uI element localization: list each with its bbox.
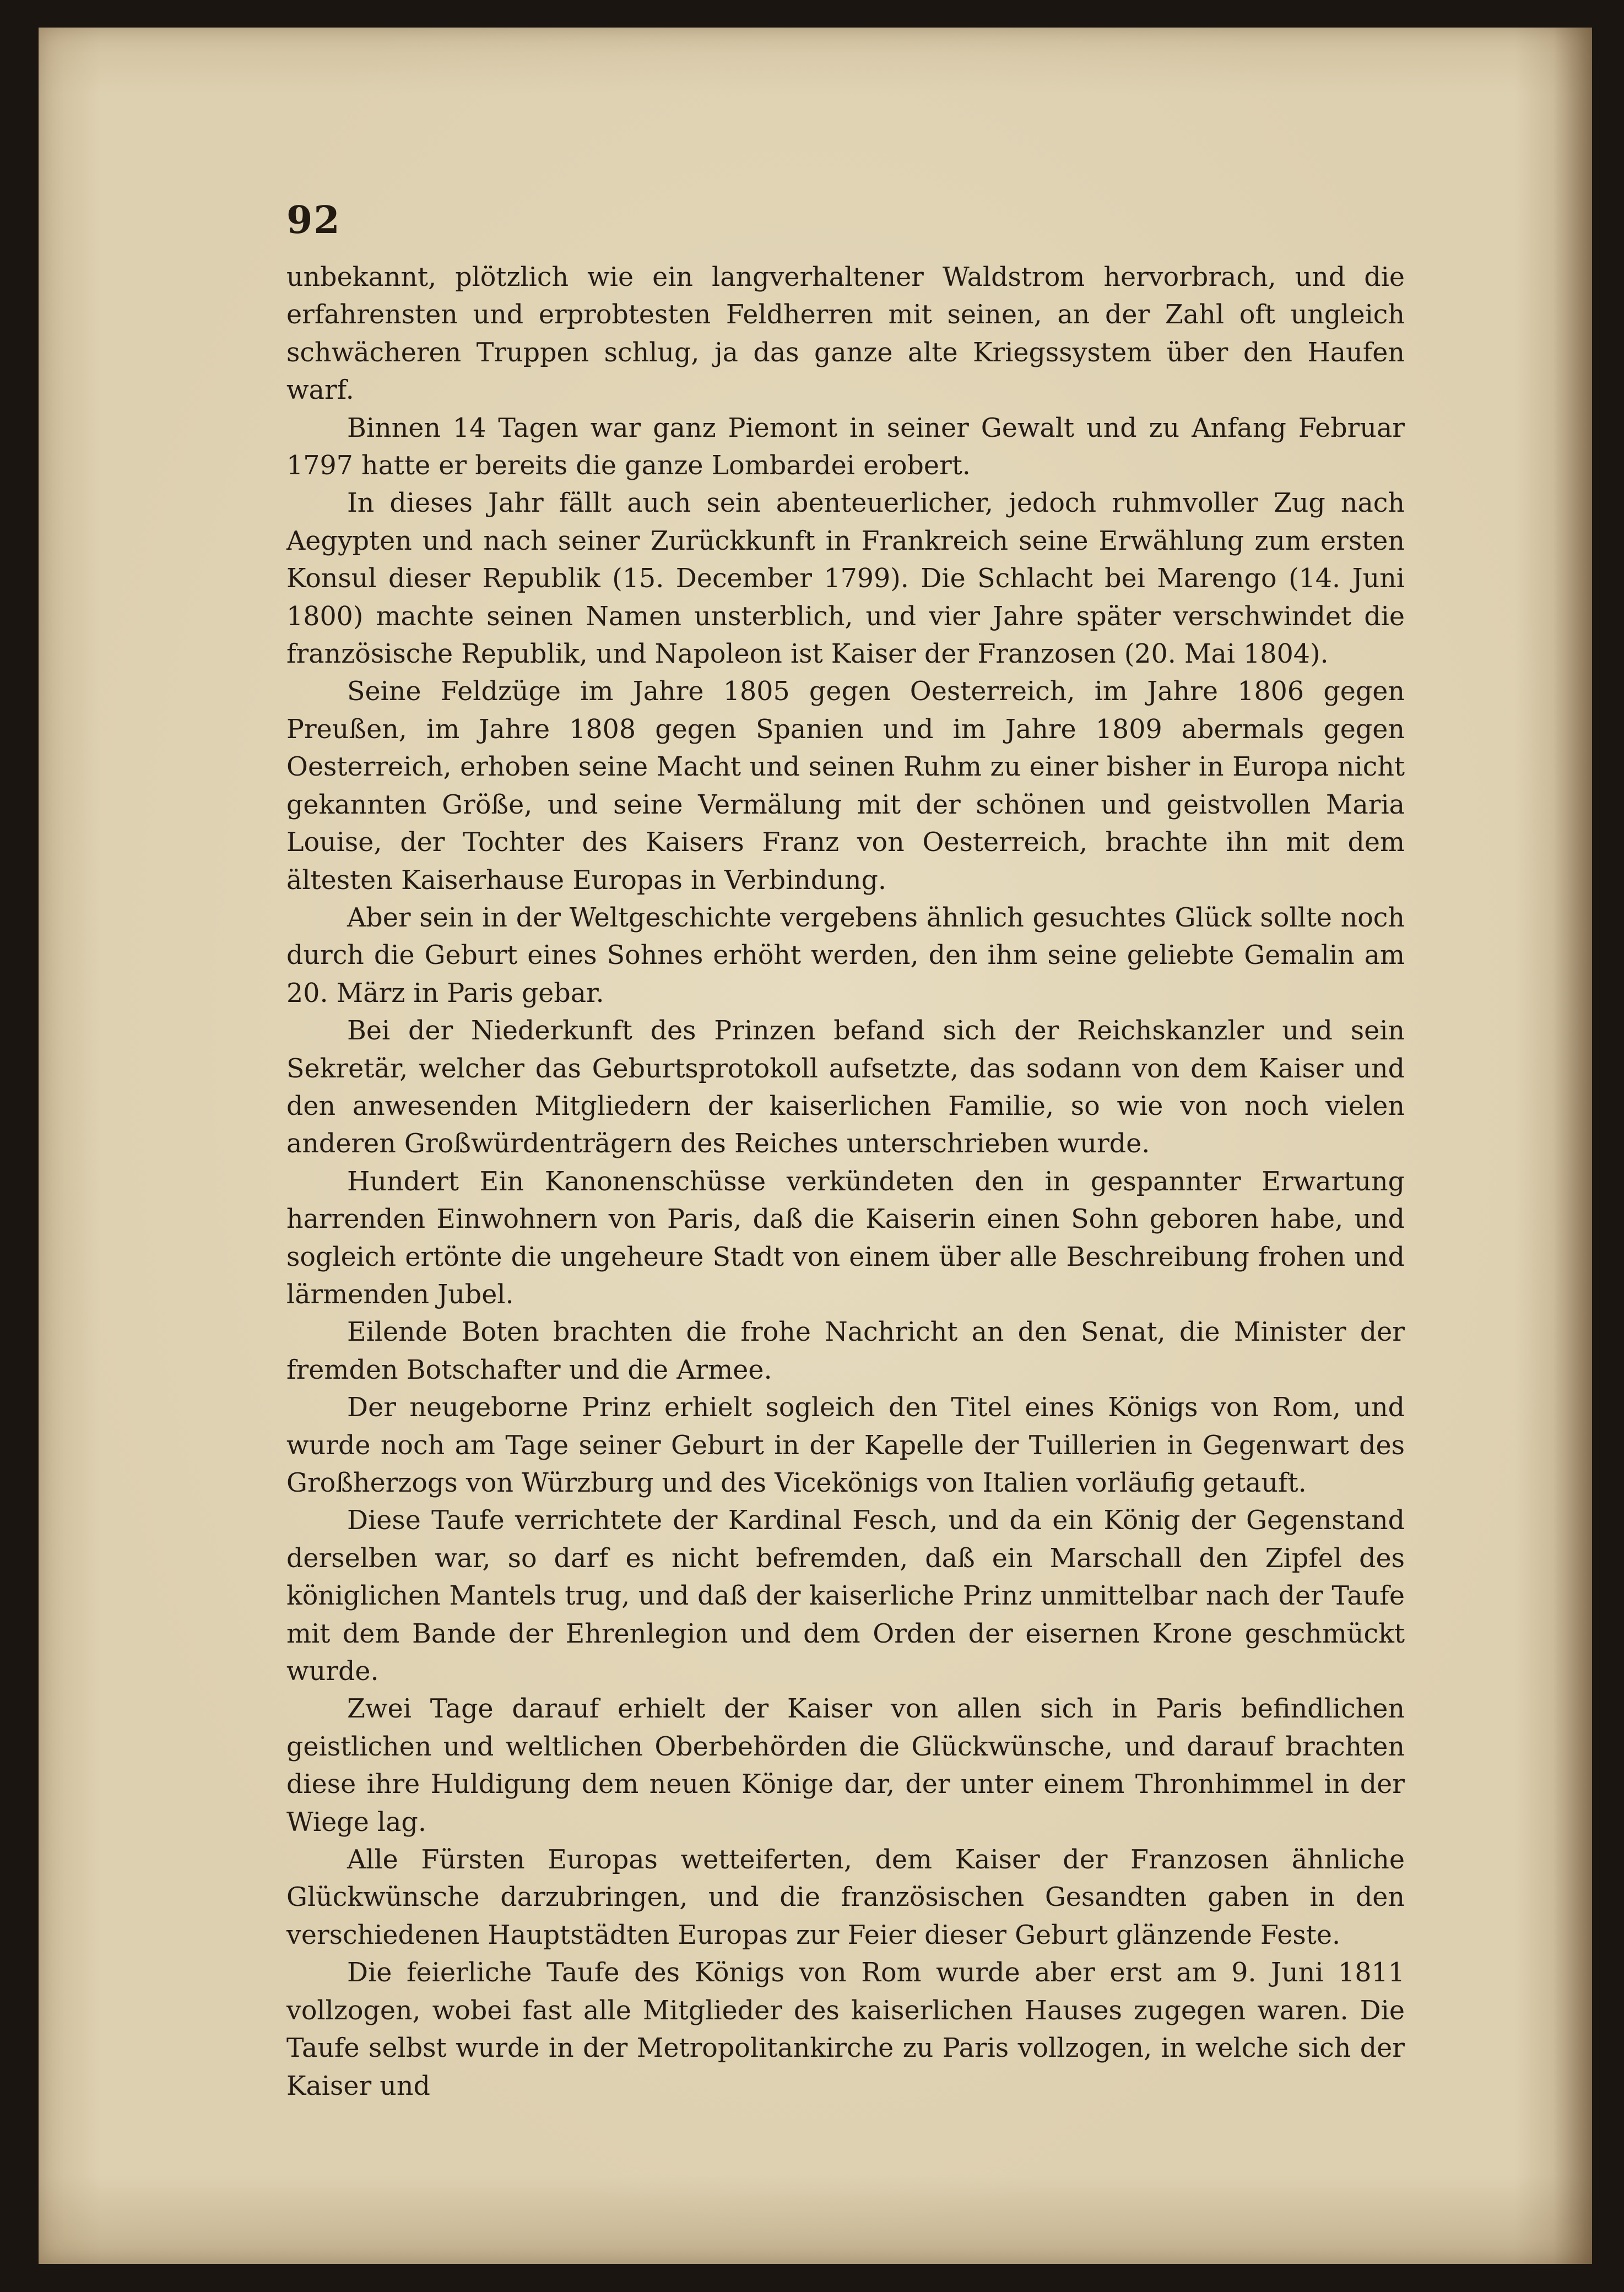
paragraph: Eilende Boten brachten die frohe Nachricht an den Senat, die Minister der fremden Botschafter und die Armee. (286, 1317, 1405, 1385)
paragraph: Hundert Ein Kanonenschüsse verkündeten den in gespannter Erwartung harrenden Einwohnern von Paris, daß die Kaiserin einen Sohn geboren habe, und sogleich ertönte die ungeheure Stadt von einem über alle Beschreibung frohen und lärmenden Jubel. (286, 1166, 1405, 1310)
paragraph: Diese Taufe verrichtete der Kardinal Fesch, und da ein König der Gegenstand derselben war, so darf es nicht befremden, daß ein Marschall den Zipfel des königlichen Mantels trug, und daß der kaiserliche Prinz unmittelbar nach der Taufe mit dem Bande der Ehrenlegion und dem Orden der eisernen Krone geschmückt wurde. (286, 1505, 1405, 1687)
paragraph: Zwei Tage darauf erhielt der Kaiser von allen sich in Paris befindlichen geistlichen und weltlichen Oberbehörden die Glückwünsche, und darauf brachten diese ihre Huldigung dem neuen Könige dar, der unter einem Thronhimmel in der Wiege lag. (286, 1694, 1405, 1838)
paragraph: Die feierliche Taufe des Königs von Rom wurde aber erst am 9. Juni 1811 vollzogen, wobei fast alle Mitglieder des kaiserlichen Hauses zugegen waren. Die Taufe selbst wurde in der Metropolitankirche zu Paris vollzogen, in welche sich der Kaiser und (286, 1958, 1405, 2101)
page-spine-shadow (1553, 28, 1592, 2264)
paragraph: Aber sein in der Weltgeschichte vergebens ähnlich gesuchtes Glück sollte noch durch die Geburt eines Sohnes erhöht werden, den ihm seine geliebte Gemalin am 20. März in Paris gebar. (286, 902, 1405, 1009)
book-page (39, 28, 1592, 2264)
page-number: 92 (286, 198, 341, 242)
paragraph: Bei der Niederkunft des Prinzen befand sich der Reichskanzler und sein Sekretär, welcher das Geburtsprotokoll aufsetzte, das sodann von dem Kaiser und den anwesenden Mitgliedern der kaiserlichen Familie, so wie von noch vielen anderen Großwürdenträgern des Reiches unterschrieben wurde. (286, 1016, 1405, 1159)
paragraph: In dieses Jahr fällt auch sein abenteuerlicher, jedoch ruhmvoller Zug nach Aegypten und nach seiner Zurückkunft in Frankreich seine Erwählung zum ersten Konsul dieser Republik (15. December 1799). Die Schlacht bei Marengo (14. Juni 1800) machte seinen Namen unsterblich, und vier Jahre später verschwindet die französische Republik, und Napoleon ist Kaiser der Franzosen (20. Mai 1804). (286, 488, 1405, 670)
paragraph: unbekannt, plötzlich wie ein langverhaltener Waldstrom hervorbrach, und die erfahrensten und erprobtesten Feldherren mit seinen, an der Zahl oft ungleich schwächeren Truppen schlug, ja das ganze alte Kriegssystem über den Haufen warf. (286, 262, 1405, 406)
body-text (286, 259, 1405, 2105)
paragraph: Binnen 14 Tagen war ganz Piemont in seiner Gewalt und zu Anfang Februar 1797 hatte er bereits die ganze Lombardei erobert. (286, 413, 1405, 481)
paragraph: Alle Fürsten Europas wetteiferten, dem Kaiser der Franzosen ähnliche Glückwünsche darzubringen, und die französischen Gesandten gaben in den verschiedenen Hauptstädten Europas zur Feier dieser Geburt glänzende Feste. (286, 1845, 1405, 1950)
paragraph: Der neugeborne Prinz erhielt sogleich den Titel eines Königs von Rom, und wurde noch am Tage seiner Geburt in der Kapelle der Tuillerien in Gegenwart des Großherzogs von Würzburg und des Vicekönigs von Italien vorläufig getauft. (286, 1392, 1405, 1498)
paragraph: Seine Feldzüge im Jahre 1805 gegen Oesterreich, im Jahre 1806 gegen Preußen, im Jahre 1808 gegen Spanien und im Jahre 1809 abermals gegen Oesterreich, erhoben seine Macht und seinen Ruhm zu einer bisher in Europa nicht gekannten Größe, und seine Vermälung mit der schönen und geistvollen Maria Louise, der Tochter des Kaisers Franz von Oesterreich, brachte ihn mit dem ältesten Kaiserhause Europas in Verbindung. (286, 676, 1405, 896)
